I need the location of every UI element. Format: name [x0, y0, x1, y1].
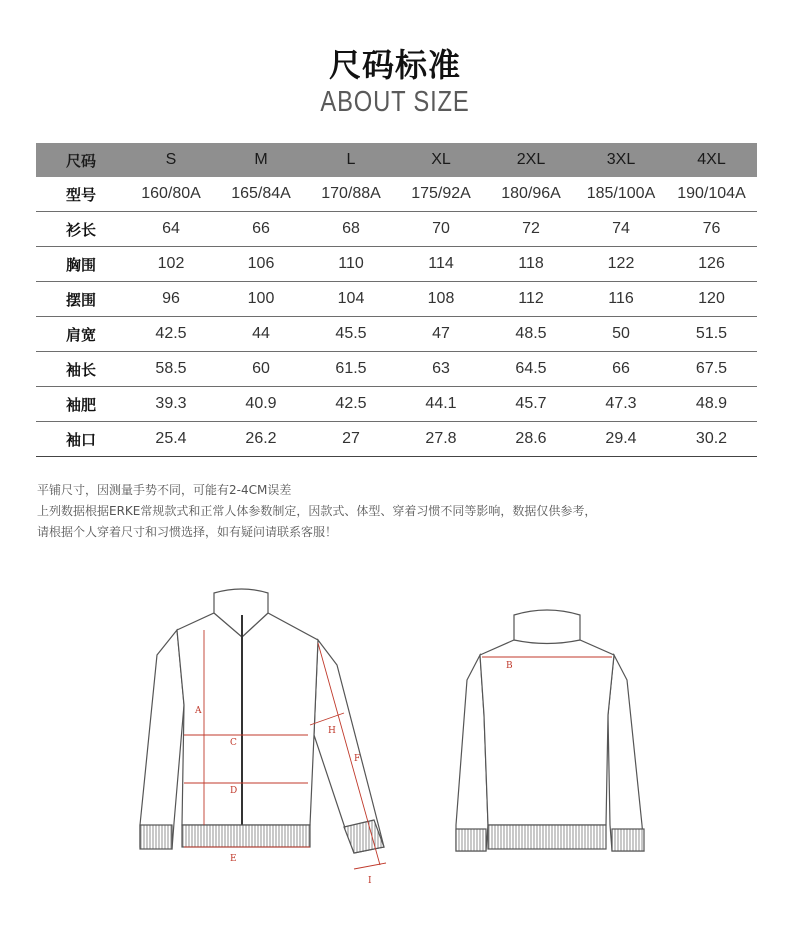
table-cell: 170/88A: [306, 177, 396, 212]
table-cell: 39.3: [126, 387, 216, 422]
header-size: 2XL: [486, 143, 576, 177]
table-cell: 63: [396, 352, 486, 387]
table-cell: 110: [306, 247, 396, 282]
table-header-row: [36, 143, 757, 177]
table-cell: 180/96A: [486, 177, 576, 212]
left-sleeve: [140, 630, 184, 849]
note-line: 上列数据根据ERKE常规款式和正常人体参数制定，因款式、体型、穿着习惯不同等影响，数据仅供参考，: [37, 504, 597, 518]
label-a: A: [195, 706, 202, 716]
table-cell: 175/92A: [396, 177, 486, 212]
row-label: 胸围: [36, 247, 126, 282]
left-cuff-rib: [140, 825, 172, 849]
label-d: D: [230, 786, 238, 796]
table-cell: 114: [396, 247, 486, 282]
table-cell: 45.5: [306, 317, 396, 352]
row-label: 摆围: [36, 282, 126, 317]
note-line: 请根据个人穿着尺寸和习惯选择，如有疑问请联系客服！: [37, 525, 338, 539]
header-label: 尺码: [36, 143, 126, 177]
page-title: 尺码标准: [328, 46, 461, 84]
table-cell: 116: [576, 282, 666, 317]
table-cell: 68: [306, 212, 396, 247]
table-cell: 74: [576, 212, 666, 247]
table-cell: 64: [126, 212, 216, 247]
back-right-sleeve: [608, 655, 644, 851]
table-cell: 100: [216, 282, 306, 317]
size-notes: [37, 480, 596, 543]
table-cell: 120: [666, 282, 757, 317]
table-cell: 76: [666, 212, 757, 247]
table-cell: 25.4: [126, 422, 216, 457]
table-cell: 44.1: [396, 387, 486, 422]
jacket-back-view: [456, 610, 644, 851]
table-cell: 30.2: [666, 422, 757, 457]
table-cell: 27.8: [396, 422, 486, 457]
row-label: 衫长: [36, 212, 126, 247]
table-cell: 42.5: [126, 317, 216, 352]
back-body: [480, 640, 614, 825]
table-cell: 108: [396, 282, 486, 317]
table-row: [36, 422, 757, 457]
label-b: B: [506, 661, 513, 671]
table-cell: 70: [396, 212, 486, 247]
table-cell: 102: [126, 247, 216, 282]
table-cell: 48.5: [486, 317, 576, 352]
table-cell: 60: [216, 352, 306, 387]
label-c: C: [230, 738, 237, 748]
back-hem-rib: [488, 825, 606, 849]
jacket-front-view: [140, 589, 384, 853]
table-cell: 66: [576, 352, 666, 387]
table-cell: 112: [486, 282, 576, 317]
front-body: [177, 613, 318, 825]
table-cell: 61.5: [306, 352, 396, 387]
note-line: 平铺尺寸，因测量手势不同，可能有2-4CM误差: [37, 483, 292, 497]
table-row: [36, 282, 757, 317]
table-cell: 29.4: [576, 422, 666, 457]
table-row: [36, 387, 757, 422]
table-cell: 66: [216, 212, 306, 247]
table-cell: 104: [306, 282, 396, 317]
header-size: M: [216, 143, 306, 177]
header-size: 4XL: [666, 143, 757, 177]
table-cell: 51.5: [666, 317, 757, 352]
table-cell: 45.7: [486, 387, 576, 422]
measure-i-line: [354, 863, 386, 869]
table-cell: 64.5: [486, 352, 576, 387]
table-row: [36, 352, 757, 387]
table-cell: 106: [216, 247, 306, 282]
jacket-measurement-diagram: [122, 585, 660, 905]
table-cell: 26.2: [216, 422, 306, 457]
table-cell: 165/84A: [216, 177, 306, 212]
table-row: [36, 247, 757, 282]
back-collar: [514, 610, 580, 644]
table-cell: 40.9: [216, 387, 306, 422]
table-cell: 122: [576, 247, 666, 282]
header-size: XL: [396, 143, 486, 177]
table-cell: 96: [126, 282, 216, 317]
row-label: 袖长: [36, 352, 126, 387]
row-label: 袖口: [36, 422, 126, 457]
back-left-cuff-rib: [456, 829, 486, 851]
table-cell: 44: [216, 317, 306, 352]
table-row: [36, 317, 757, 352]
size-table: [36, 143, 757, 457]
row-label: 肩宽: [36, 317, 126, 352]
table-cell: 27: [306, 422, 396, 457]
table-cell: 190/104A: [666, 177, 757, 212]
table-cell: 67.5: [666, 352, 757, 387]
table-cell: 48.9: [666, 387, 757, 422]
table-cell: 126: [666, 247, 757, 282]
label-i: I: [368, 876, 372, 886]
table-cell: 47: [396, 317, 486, 352]
header-size: S: [126, 143, 216, 177]
table-cell: 28.6: [486, 422, 576, 457]
table-cell: 47.3: [576, 387, 666, 422]
front-hem-rib: [182, 825, 310, 847]
table-cell: 50: [576, 317, 666, 352]
table-row: [36, 177, 757, 212]
label-e: E: [230, 854, 237, 864]
table-cell: 160/80A: [126, 177, 216, 212]
table-cell: 118: [486, 247, 576, 282]
table-cell: 72: [486, 212, 576, 247]
label-f: F: [354, 754, 361, 764]
jacket-diagram-svg: [122, 585, 660, 905]
table-row: [36, 212, 757, 247]
label-h: H: [328, 726, 336, 736]
row-label: 型号: [36, 177, 126, 212]
page-subtitle: ABOUT SIZE: [320, 86, 470, 118]
back-right-cuff-rib: [612, 829, 644, 851]
header-size: 3XL: [576, 143, 666, 177]
table-cell: 42.5: [306, 387, 396, 422]
header-size: L: [306, 143, 396, 177]
row-label: 袖肥: [36, 387, 126, 422]
table-cell: 185/100A: [576, 177, 666, 212]
table-cell: 58.5: [126, 352, 216, 387]
